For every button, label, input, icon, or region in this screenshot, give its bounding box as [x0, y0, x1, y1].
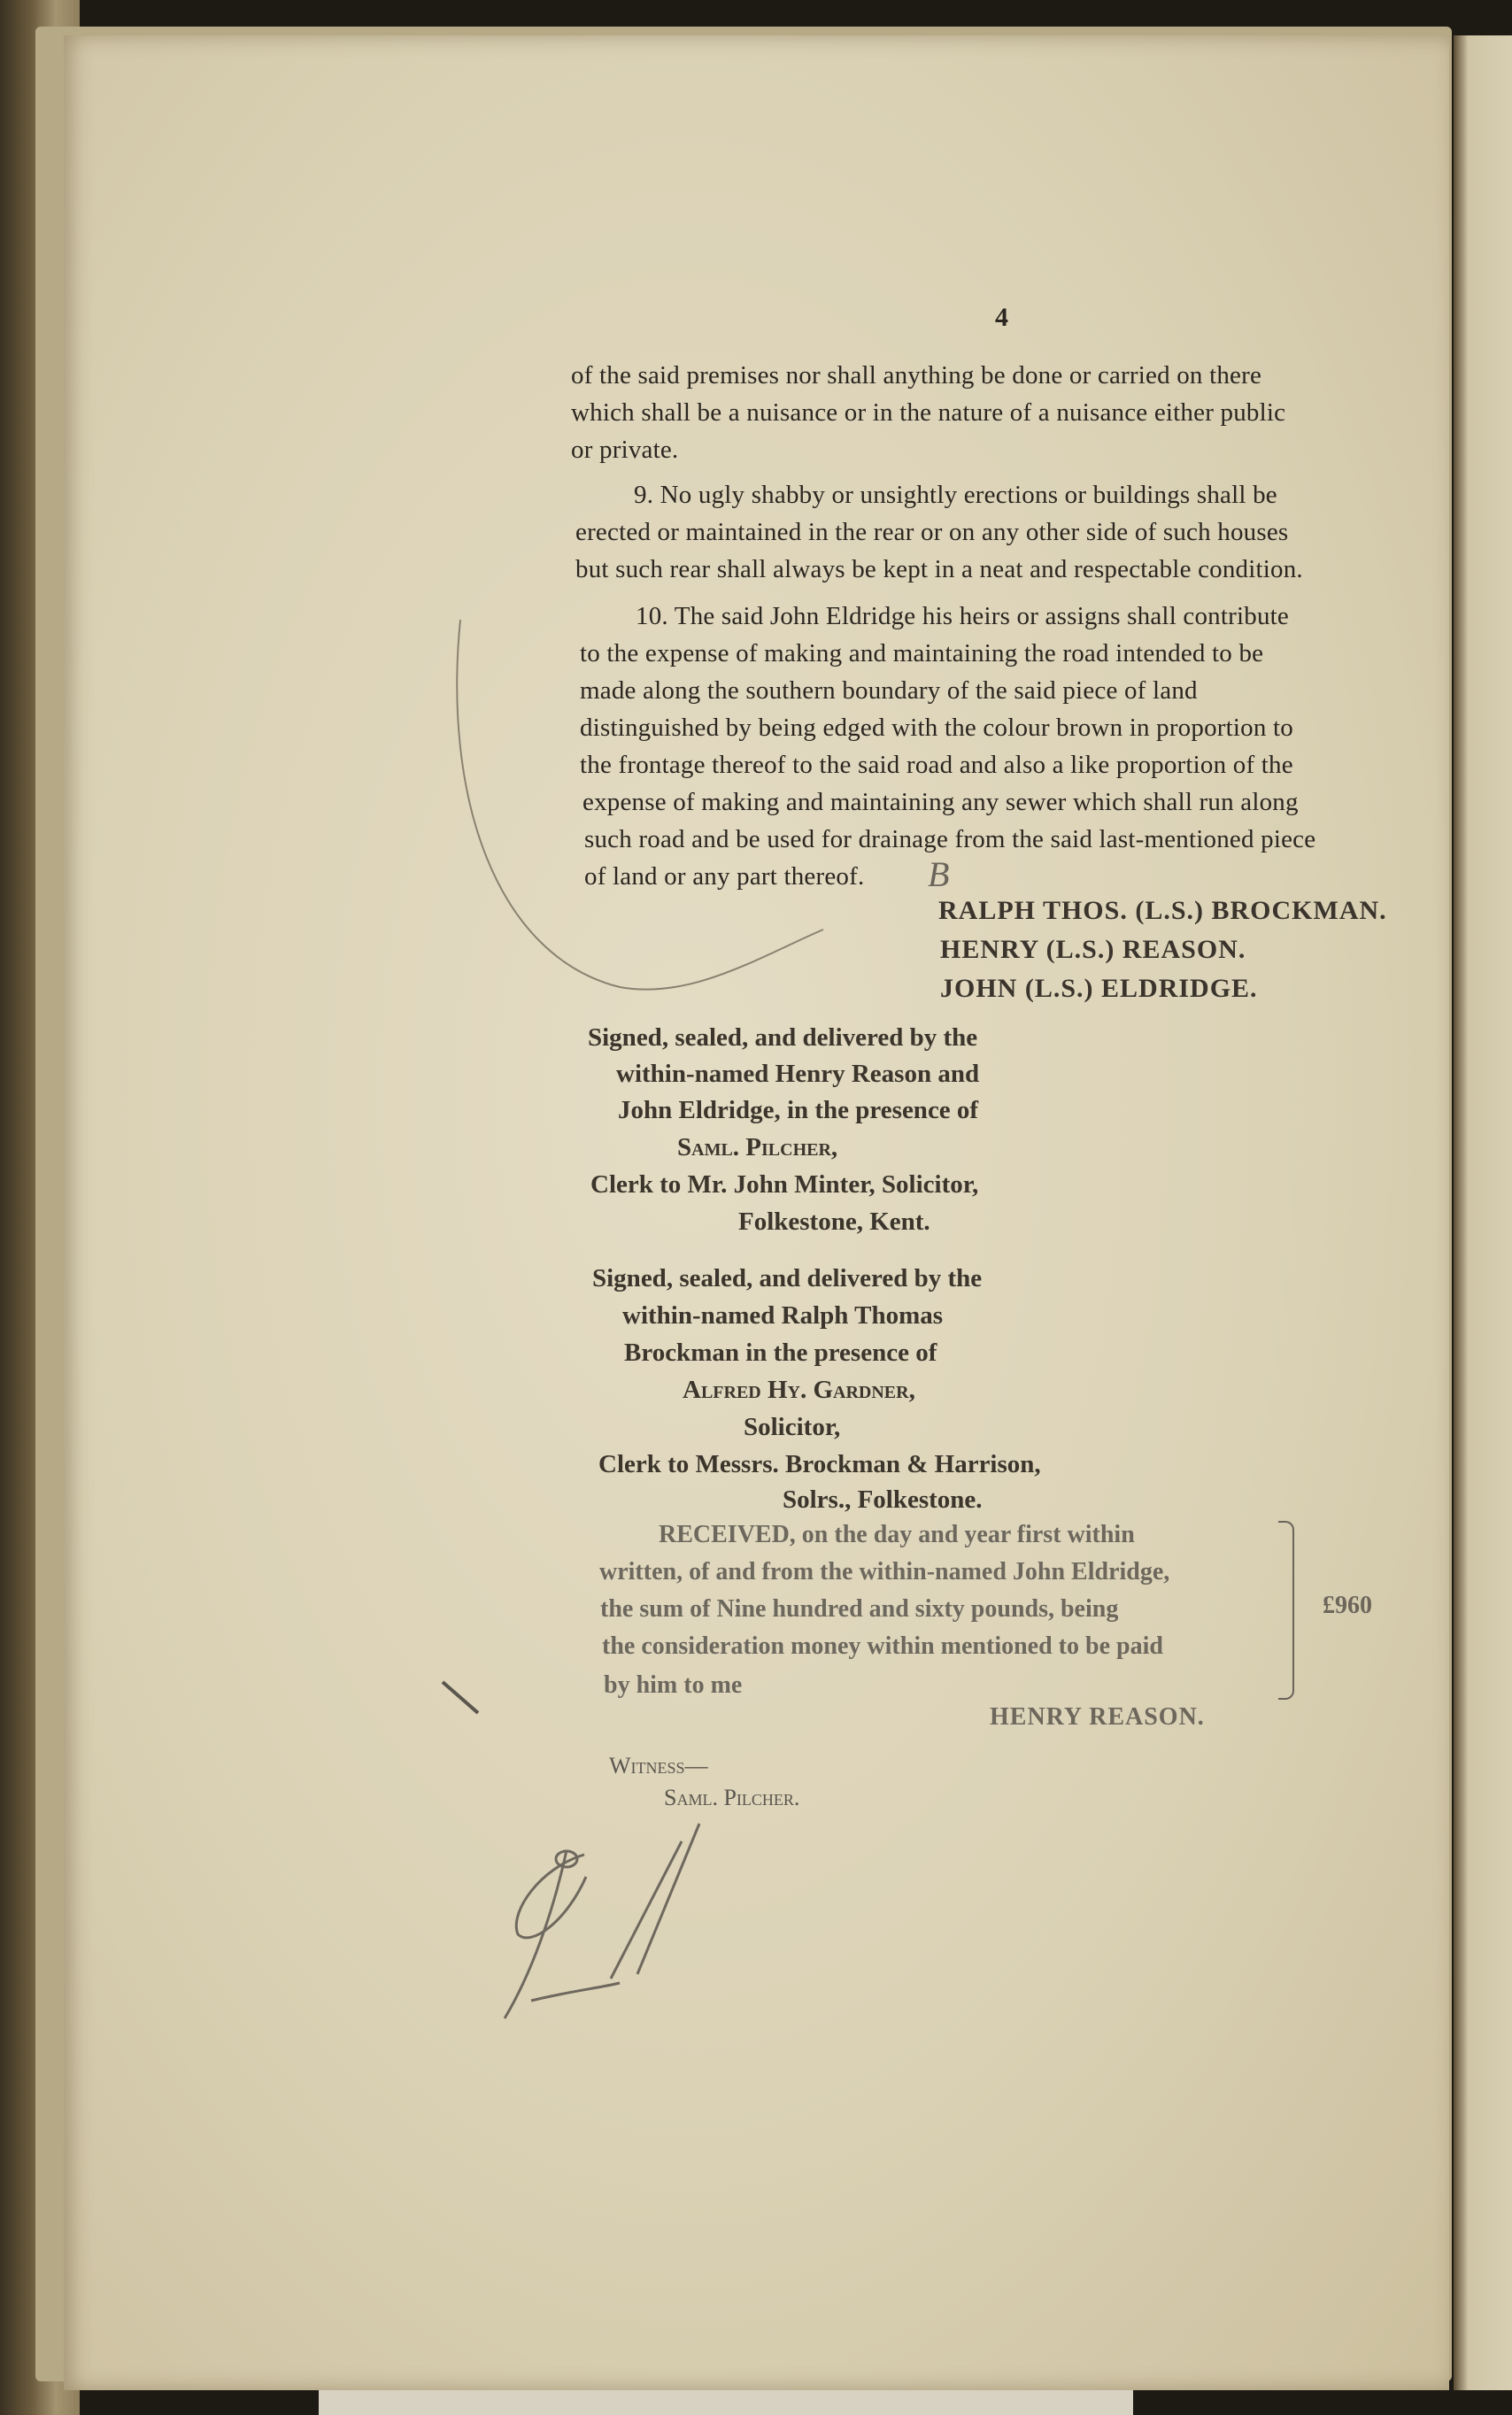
attestation-line: Clerk to Messrs. Brockman & Harrison, — [598, 1450, 1041, 1478]
attestation-line: within-named Ralph Thomas — [622, 1301, 944, 1330]
attestation-line: Clerk to Mr. John Minter, Solicitor, — [590, 1170, 979, 1199]
attestation-line: John Eldridge, in the presence of — [618, 1096, 979, 1124]
attestation-line: Solrs., Folkestone. — [783, 1485, 983, 1514]
clause-line: or private. — [571, 436, 679, 464]
attestation-line: Folkestone, Kent. — [738, 1208, 930, 1236]
page-number: 4 — [995, 303, 1008, 332]
attestation-line: Brockman in the presence of — [624, 1339, 937, 1367]
receipt-line: the sum of Nine hundred and sixty pounds, being — [600, 1595, 1119, 1623]
witness-name: Saml. Pilcher, — [677, 1133, 838, 1161]
clause-line: which shall be a nuisance or in the nature of a nuisance either public — [571, 398, 1286, 427]
clause-10-line: of land or any part thereof. — [584, 862, 865, 891]
attestation-line: Solicitor, — [744, 1413, 841, 1441]
clause-line: of the said premises nor shall anything be done or carried on there — [571, 361, 1262, 390]
attestation-line: within-named Henry Reason and — [616, 1060, 980, 1088]
clause-10-line: to the expense of making and maintaining the road intended to be — [580, 639, 1264, 667]
margin-mark: B — [928, 854, 950, 894]
attestation-line: Signed, sealed, and delivered by the — [592, 1264, 983, 1292]
receipt-signature: HENRY REASON. — [990, 1703, 1205, 1731]
clause-10-line: made along the southern boundary of the said piece of land — [580, 676, 1198, 705]
clause-10-line: such road and be used for drainage from the said last-mentioned piece — [584, 825, 1316, 853]
bottom-strip — [319, 2390, 1133, 2415]
clause-10-line: 10. The said John Eldridge his heirs or assigns shall contribute — [636, 602, 1289, 630]
signature-eldridge: JOHN (L.S.) ELDRIDGE. — [940, 974, 1258, 1003]
clause-10-line: expense of making and maintaining any sewer which shall run along — [582, 788, 1299, 816]
signature-reason: HENRY (L.S.) REASON. — [940, 935, 1246, 964]
receipt-amount: £960 — [1323, 1592, 1372, 1619]
witness-label: Witness— — [609, 1753, 708, 1778]
receipt-line: by him to me — [604, 1671, 743, 1699]
signature-brockman: RALPH THOS. (L.S.) BROCKMAN. — [938, 896, 1387, 925]
clause-9-line: erected or maintained in the rear or on any other side of such houses — [575, 518, 1289, 546]
clause-10-line: distinguished by being edged with the colour brown in proportion to — [580, 714, 1293, 742]
witness-name: Alfred Hy. Gardner, — [683, 1376, 915, 1404]
receipt-brace — [1278, 1521, 1294, 1700]
adjacent-page-edge — [1454, 35, 1512, 2390]
receipt-line: the consideration money within mentioned to be paid — [602, 1632, 1163, 1660]
clause-9-line: 9. No ugly shabby or unsightly erections or buildings shall be — [634, 481, 1277, 509]
receipt-line: RECEIVED, on the day and year first within — [659, 1521, 1135, 1548]
attestation-line: Signed, sealed, and delivered by the — [588, 1023, 978, 1052]
clause-9-line: but such rear shall always be kept in a neat and respectable condition. — [575, 555, 1303, 583]
receipt-line: written, of and from the within-named John Eldridge, — [599, 1558, 1170, 1586]
clause-10-line: the frontage thereof to the said road and also a like proportion of the — [580, 751, 1293, 779]
witness-signature: Saml. Pilcher. — [664, 1785, 800, 1810]
